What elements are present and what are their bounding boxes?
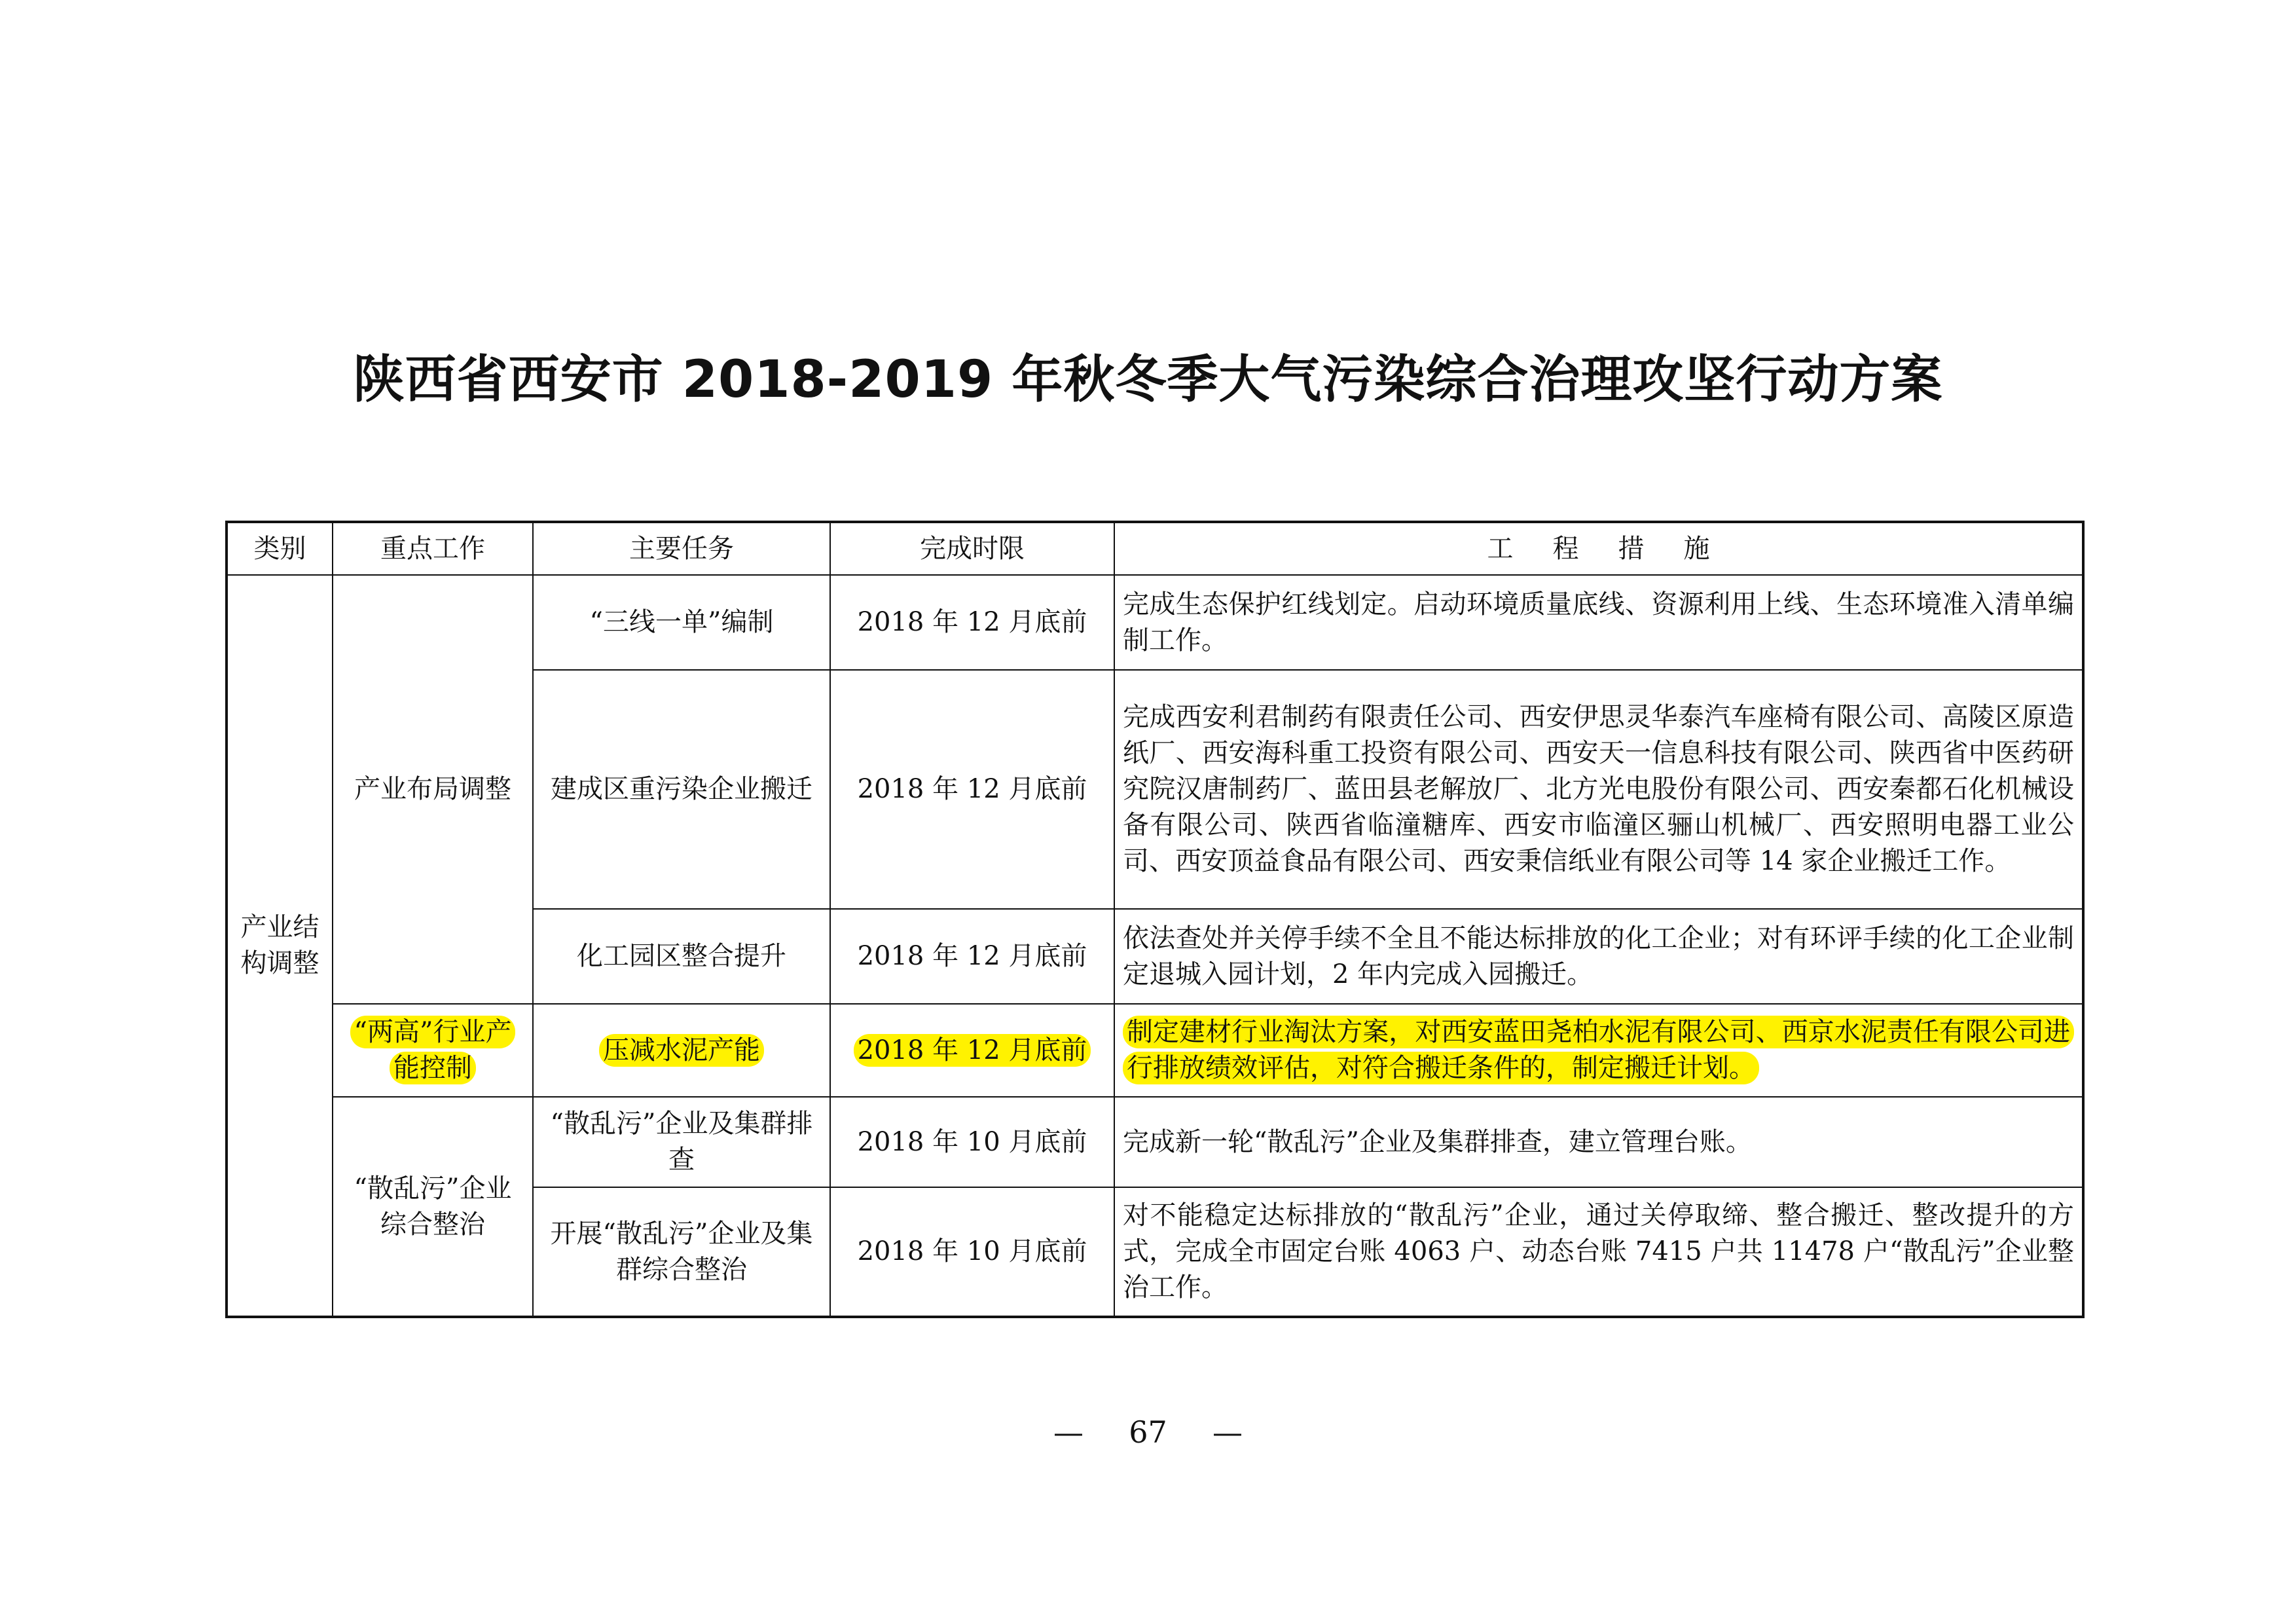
table-row — [227, 1097, 2083, 1187]
page-number: 67 — [1129, 1414, 1167, 1450]
deadline-cell: 2018 年 10 月底前 — [830, 1187, 1114, 1317]
table-row — [227, 575, 2083, 670]
page-title: 陕西省西安市 2018-2019 年秋冬季大气污染综合治理攻坚行动方案 — [353, 350, 1943, 409]
highlight-mark: 压减水泥产能 — [599, 1034, 764, 1067]
footer-dash-right: — — [1212, 1414, 1243, 1450]
footer-dash-left: — — [1053, 1414, 1084, 1450]
measure-cell: 完成新一轮“散乱污”企业及集群排查，建立管理台账。 — [1114, 1097, 2083, 1187]
measure-cell: 对不能稳定达标排放的“散乱污”企业，通过关停取缔、整合搬迁、整改提升的方式，完成全市固定台账 4063 户、动态台账 7415 户共 11478 户“散乱污”企业整治工作。 — [1114, 1187, 2083, 1317]
deadline-cell: 2018 年 12 月底前 — [830, 575, 1114, 670]
task-cell: “三线一单”编制 — [533, 575, 830, 670]
header-main-task: 主要任务 — [533, 522, 830, 575]
measure-cell: 完成西安利君制药有限责任公司、西安伊思灵华泰汽车座椅有限公司、高陵区原造纸厂、西安海科重工投资有限公司、西安天一信息科技有限公司、陕西省中医药研究院汉唐制药厂、蓝田县老解放厂、北方光电股份有限公司、西安秦都石化机械设备有限公司、陕西省临潼糖库、西安市临潼区骊山机械厂、西安照明电器工业公司、西安顶益食品有限公司、西安秉信纸业有限公司等 14 家企业搬迁工作。 — [1114, 670, 2083, 909]
task-cell — [533, 1004, 830, 1097]
deadline-cell: 2018 年 12 月底前 — [830, 909, 1114, 1004]
group-cell-scattered: “散乱污”企业综合整治 — [333, 1097, 533, 1317]
measure-cell: 依法查处并关停手续不全且不能达标排放的化工企业；对有环评手续的化工企业制定退城入园计划，2 年内完成入园搬迁。 — [1114, 909, 2083, 1004]
header-key-work: 重点工作 — [333, 522, 533, 575]
highlight-mark: 制定建材行业淘汰方案，对西安蓝田尧柏水泥有限公司、西京水泥责任有限公司进行排放绩效评估，对符合搬迁条件的，制定搬迁计划。 — [1123, 1016, 2074, 1084]
header-category: 类别 — [227, 522, 333, 575]
task-cell: 建成区重污染企业搬迁 — [533, 670, 830, 909]
deadline-cell: 2018 年 10 月底前 — [830, 1097, 1114, 1187]
group-cell-layout: 产业布局调整 — [333, 575, 533, 1004]
page-footer — [0, 1409, 2296, 1455]
measure-cell — [1114, 1004, 2083, 1097]
highlight-mark: “两高”行业产能控制 — [350, 1016, 516, 1084]
highlight-mark: 2018 年 12 月底前 — [854, 1034, 1091, 1067]
group-cell-capacity — [333, 1004, 533, 1097]
task-cell: “散乱污”企业及集群排查 — [533, 1097, 830, 1187]
header-measures — [1114, 522, 2083, 575]
measures-table — [225, 521, 2085, 1318]
deadline-cell: 2018 年 12 月底前 — [830, 670, 1114, 909]
header-measures-label: 工程措施 — [1487, 533, 1749, 564]
table-header-row — [227, 522, 2083, 575]
deadline-cell — [830, 1004, 1114, 1097]
task-cell: 化工园区整合提升 — [533, 909, 830, 1004]
task-cell: 开展“散乱污”企业及集群综合整治 — [533, 1187, 830, 1317]
category-cell: 产业结构调整 — [227, 575, 333, 1317]
header-deadline: 完成时限 — [830, 522, 1114, 575]
measure-cell: 完成生态保护红线划定。启动环境质量底线、资源利用上线、生态环境准入清单编制工作。 — [1114, 575, 2083, 670]
table-row-highlighted — [227, 1004, 2083, 1097]
